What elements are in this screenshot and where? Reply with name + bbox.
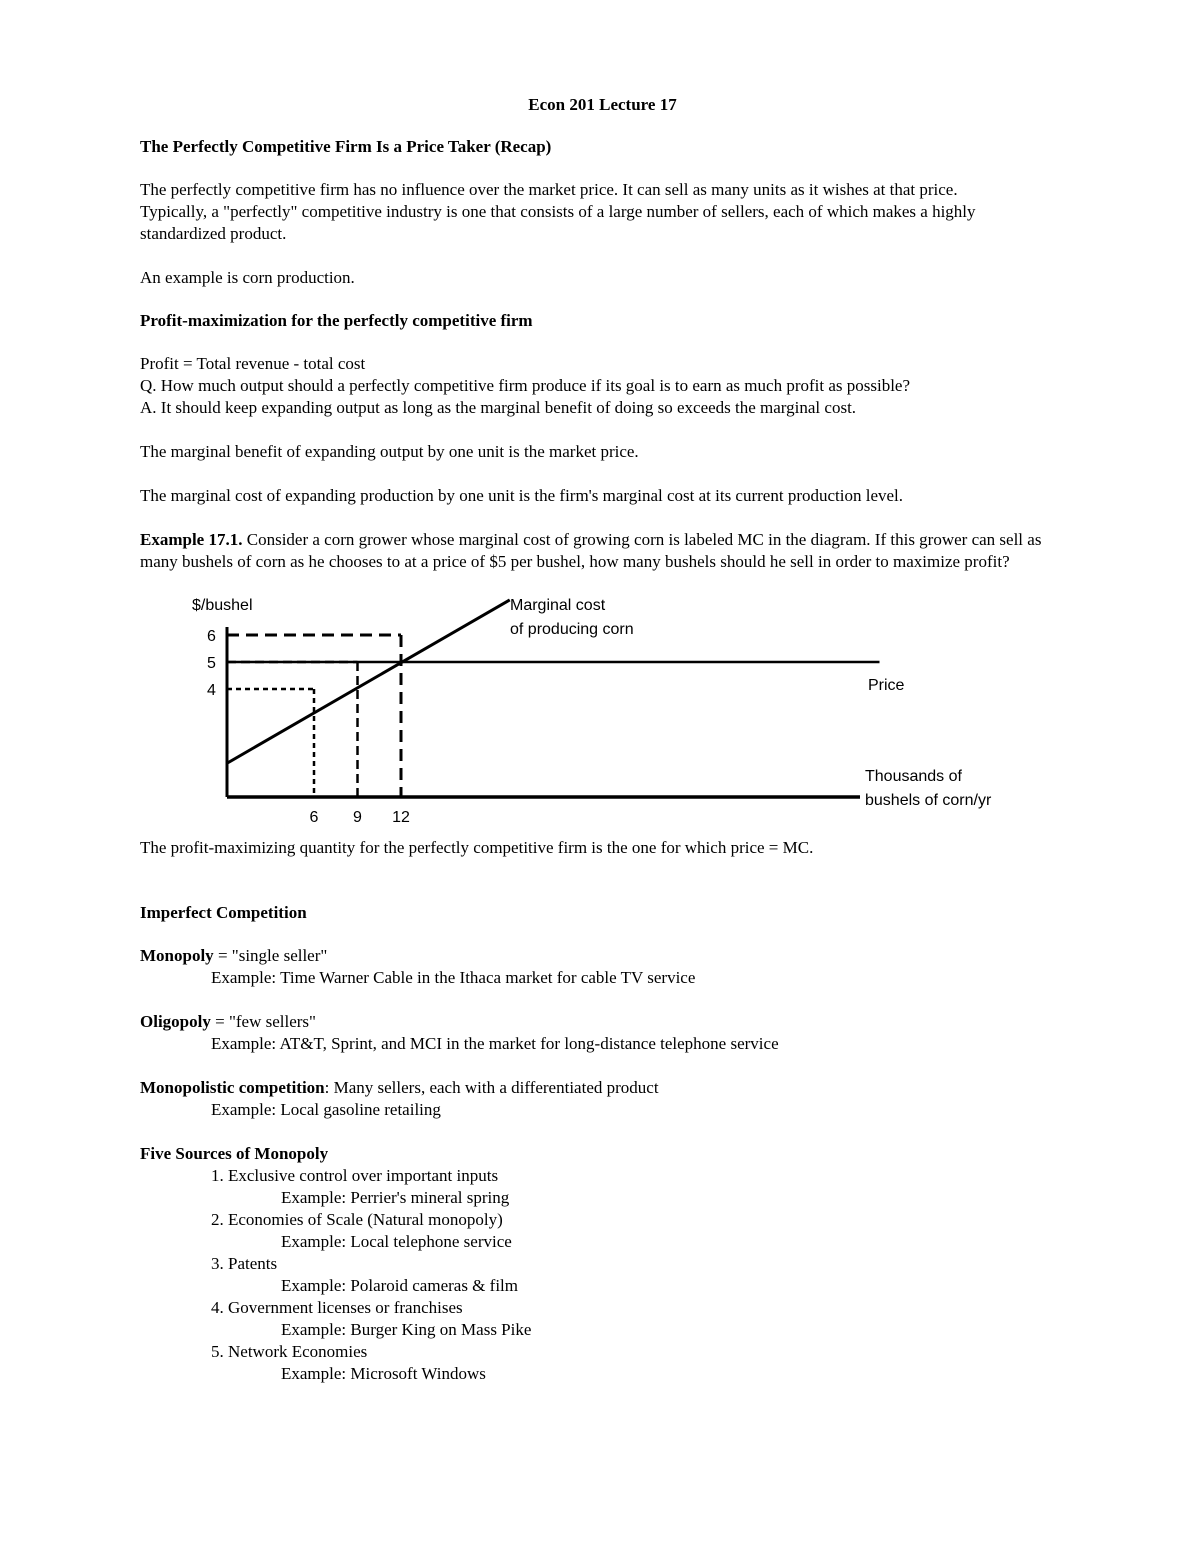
source-item-4: 4. Government licenses or franchises xyxy=(211,1298,463,1317)
y-axis-label: $/bushel xyxy=(192,597,253,614)
price-equals-mc-text: The profit-maximizing quantity for the perfectly competitive firm is the one for which price = MC. xyxy=(140,838,814,857)
x-axis-label-line1: Thousands of xyxy=(865,768,962,785)
oligopoly-example: Example: AT&T, Sprint, and MCI in the market for long-distance telephone service xyxy=(211,1034,779,1053)
example-paragraph xyxy=(140,529,1065,573)
source-example-5: Example: Microsoft Windows xyxy=(281,1364,486,1383)
paragraph-corn-example: An example is corn production. xyxy=(140,268,355,287)
x-tick-label-9: 9 xyxy=(353,809,362,826)
x-tick-label-12: 12 xyxy=(392,809,410,826)
section-heading-sources-of-monopoly: Five Sources of Monopoly xyxy=(140,1144,329,1163)
section-heading-price-taker: The Perfectly Competitive Firm Is a Price Taker (Recap) xyxy=(140,137,552,156)
section-heading-profit-maximization: Profit-maximization for the perfectly competitive firm xyxy=(140,311,533,330)
source-item-3: 3. Patents xyxy=(211,1254,278,1273)
price-line-label: Price xyxy=(868,677,905,694)
x-tick-label-6: 6 xyxy=(309,809,319,826)
monopoly-def: = "single seller" xyxy=(213,946,328,965)
monopolistic-competition-example: Example: Local gasoline retailing xyxy=(211,1100,441,1119)
monopolistic-competition-definition xyxy=(140,1077,1065,1099)
mc-curve-line xyxy=(227,600,510,763)
source-example-1: Example: Perrier's mineral spring xyxy=(281,1188,510,1207)
paragraph-industry-definition: Typically, a "perfectly" competitive industry is one that consists of a large number of sellers, each of which makes a highly standardized product. xyxy=(140,202,976,243)
source-item-2: 2. Economies of Scale (Natural monopoly) xyxy=(211,1210,503,1229)
oligopoly-term: Oligopoly xyxy=(140,1012,211,1031)
monopolistic-competition-term: Monopolistic competition xyxy=(140,1078,325,1097)
paragraph-no-influence: The perfectly competitive firm has no influence over the market price. It can sell as many units as it wishes at that price. xyxy=(140,180,958,199)
mc-curve-label-line2: of producing corn xyxy=(510,621,634,638)
chart-svg xyxy=(140,587,1065,837)
profit-definition: Profit = Total revenue - total cost xyxy=(140,354,366,373)
source-example-2: Example: Local telephone service xyxy=(281,1232,512,1251)
example-label: Example 17.1. xyxy=(140,530,243,549)
marginal-benefit-text: The marginal benefit of expanding output by one unit is the market price. xyxy=(140,442,639,461)
mc-curve-label-line1: Marginal cost xyxy=(510,597,606,614)
source-example-4: Example: Burger King on Mass Pike xyxy=(281,1320,532,1339)
source-item-1: 1. Exclusive control over important inputs xyxy=(211,1166,499,1185)
oligopoly-def: = "few sellers" xyxy=(210,1012,316,1031)
monopoly-term: Monopoly xyxy=(140,946,214,965)
page-title: Econ 201 Lecture 17 xyxy=(528,95,677,114)
marginal-cost-text: The marginal cost of expanding production by one unit is the firm's marginal cost at its current production level. xyxy=(140,486,904,505)
source-item-5: 5. Network Economies xyxy=(211,1342,368,1361)
source-example-3: Example: Polaroid cameras & film xyxy=(281,1276,518,1295)
monopolistic-competition-def: : Many sellers, each with a differentiated product xyxy=(324,1078,659,1097)
x-axis-label-line2: bushels of corn/yr xyxy=(865,792,992,809)
mc-price-chart xyxy=(140,587,1065,837)
section-heading-imperfect-competition: Imperfect Competition xyxy=(140,903,307,922)
y-tick-label-4: 4 xyxy=(207,682,216,699)
monopoly-example: Example: Time Warner Cable in the Ithaca market for cable TV service xyxy=(211,968,696,987)
example-text: Consider a corn grower whose marginal cost of growing corn is labeled MC in the diagram. If this grower can sell as many bushels of corn as he chooses to at a price of $5 per bushel, how many bushels should he sell in order to maximize profit? xyxy=(140,530,1042,571)
document-page xyxy=(140,95,1065,1385)
y-tick-label-5: 5 xyxy=(207,655,216,672)
oligopoly-definition xyxy=(140,1011,1065,1033)
monopoly-definition xyxy=(140,945,1065,967)
answer-text: A. It should keep expanding output as long as the marginal benefit of doing so exceeds the marginal cost. xyxy=(140,398,857,417)
y-tick-label-6: 6 xyxy=(207,628,216,645)
question-text: Q. How much output should a perfectly competitive firm produce if its goal is to earn as much profit as possible? xyxy=(140,376,911,395)
